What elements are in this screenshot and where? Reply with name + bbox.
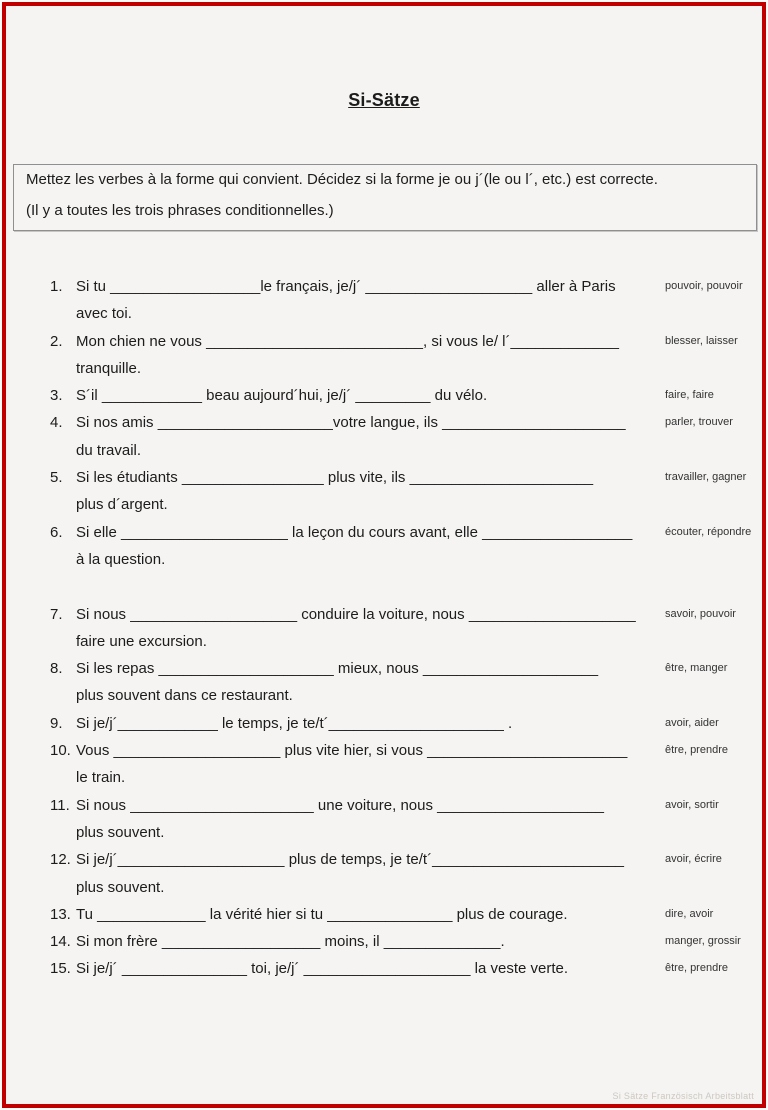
exercise-list	[6, 273, 762, 983]
exercise-item	[6, 409, 762, 464]
item-line	[50, 601, 762, 628]
item-line	[50, 382, 762, 409]
item-line	[50, 273, 762, 300]
item-text: Si mon frère ___________________ moins, il ______________.	[76, 933, 505, 951]
item-continuation: plus souvent.	[76, 823, 165, 841]
exercise-item	[6, 273, 762, 328]
exercise-item	[6, 382, 762, 409]
item-continuation: à la question.	[76, 550, 166, 568]
item-number: 4.	[50, 414, 63, 432]
verb-hint: être, manger	[665, 662, 728, 675]
item-number: 11.	[50, 796, 70, 814]
item-number: 2.	[50, 332, 63, 350]
watermark-text: Si Sätze Französisch Arbeitsblatt	[612, 1091, 754, 1101]
instruction-line-2: (Il y a toutes les trois phrases conditionnelles.)	[26, 202, 334, 219]
verb-hint: dire, avoir	[665, 907, 714, 920]
exercise-item	[6, 846, 762, 901]
verb-hint: avoir, écrire	[665, 853, 722, 866]
item-text: Si nous ____________________ conduire la voiture, nous ____________________	[76, 605, 636, 623]
item-number: 1.	[50, 278, 63, 295]
item-line	[50, 901, 762, 928]
exercise-item	[6, 792, 762, 847]
worksheet-page	[2, 2, 766, 1108]
item-text: Tu _____________ la vérité hier si tu _______________ plus de courage.	[76, 905, 568, 923]
verb-hint: écouter, répondre	[665, 525, 752, 538]
exercise-item	[6, 737, 762, 792]
instruction-line-1: Mettez les verbes à la forme qui convient. Décidez si la forme je ou j´(le ou l´, etc.) est correcte.	[26, 171, 658, 188]
exercise-item	[6, 519, 762, 574]
item-continuation: plus d´argent.	[76, 496, 168, 514]
verb-hint: être, prendre	[665, 744, 728, 757]
exercise-item	[6, 655, 762, 710]
exercise-item	[6, 601, 762, 656]
item-text: Si les repas _____________________ mieux, nous _____________________	[76, 660, 599, 678]
item-text: Si nos amis _____________________votre langue, ils ______________________	[76, 414, 626, 432]
item-line	[50, 655, 762, 682]
exercise-item	[6, 955, 762, 982]
verb-hint: blesser, laisser	[665, 334, 738, 347]
item-continuation: plus souvent.	[76, 878, 165, 896]
item-text: Si je/j´ _______________ toi, je/j´ ____________________ la veste verte.	[76, 960, 569, 978]
exercise-item	[6, 464, 762, 519]
item-number: 15.	[50, 960, 71, 978]
item-text: Si je/j´____________________ plus de temps, je te/t´_______________________	[76, 851, 624, 869]
item-continuation: plus souvent dans ce restaurant.	[76, 687, 293, 705]
item-number: 12.	[50, 851, 71, 869]
item-number: 6.	[50, 523, 63, 541]
item-number: 13.	[50, 905, 71, 923]
verb-hint: être, prendre	[665, 962, 728, 975]
item-text: Si je/j´____________ le temps, je te/t´_____________________ .	[76, 714, 513, 732]
verb-hint: faire, faire	[665, 389, 714, 402]
item-line	[50, 464, 762, 491]
verb-hint: savoir, pouvoir	[665, 607, 736, 620]
verb-hint: travailler, gagner	[665, 471, 747, 484]
verb-hint: manger, grossir	[665, 935, 741, 948]
item-line	[50, 955, 762, 982]
exercise-item	[6, 328, 762, 383]
item-text: Si elle ____________________ la leçon du cours avant, elle __________________	[76, 523, 633, 541]
item-number: 10.	[50, 742, 71, 760]
worksheet-title: Si-Sätze	[348, 90, 420, 110]
item-line	[50, 928, 762, 955]
item-text: S´il ____________ beau aujourd´hui, je/j´ _________ du vélo.	[76, 387, 488, 405]
item-number: 5.	[50, 469, 63, 487]
item-number: 8.	[50, 660, 63, 678]
item-continuation: tranquille.	[76, 359, 142, 377]
exercise-item	[6, 710, 762, 737]
item-line	[50, 846, 762, 873]
item-text: Si nous ______________________ une voiture, nous ____________________	[76, 796, 604, 814]
item-number: 3.	[50, 387, 63, 405]
item-line	[50, 710, 762, 737]
item-text: Si les étudiants _________________ plus vite, ils ______________________	[76, 469, 594, 487]
item-line	[50, 409, 762, 436]
item-continuation: du travail.	[76, 441, 142, 459]
instructions-box	[13, 164, 757, 231]
item-text: Mon chien ne vous __________________________, si vous le/ l´_____________	[76, 332, 619, 350]
item-continuation: avec toi.	[76, 305, 132, 323]
item-line	[50, 328, 762, 355]
item-number: 14.	[50, 933, 71, 951]
item-text: Si tu __________________le français, je/j´ ____________________ aller à Paris	[76, 278, 616, 295]
verb-hint: parler, trouver	[665, 416, 733, 429]
verb-hint: pouvoir, pouvoir	[665, 280, 743, 292]
verb-hint: avoir, aider	[665, 716, 719, 729]
verb-hint: avoir, sortir	[665, 798, 719, 811]
item-line	[50, 792, 762, 819]
item-continuation: le train.	[76, 769, 126, 787]
item-text: Vous ____________________ plus vite hier, si vous ________________________	[76, 742, 628, 760]
item-line	[50, 737, 762, 764]
exercise-item	[6, 928, 762, 955]
item-number: 9.	[50, 714, 63, 732]
item-number: 7.	[50, 605, 63, 623]
item-continuation: faire une excursion.	[76, 632, 207, 650]
item-line	[50, 519, 762, 546]
exercise-item	[6, 901, 762, 928]
